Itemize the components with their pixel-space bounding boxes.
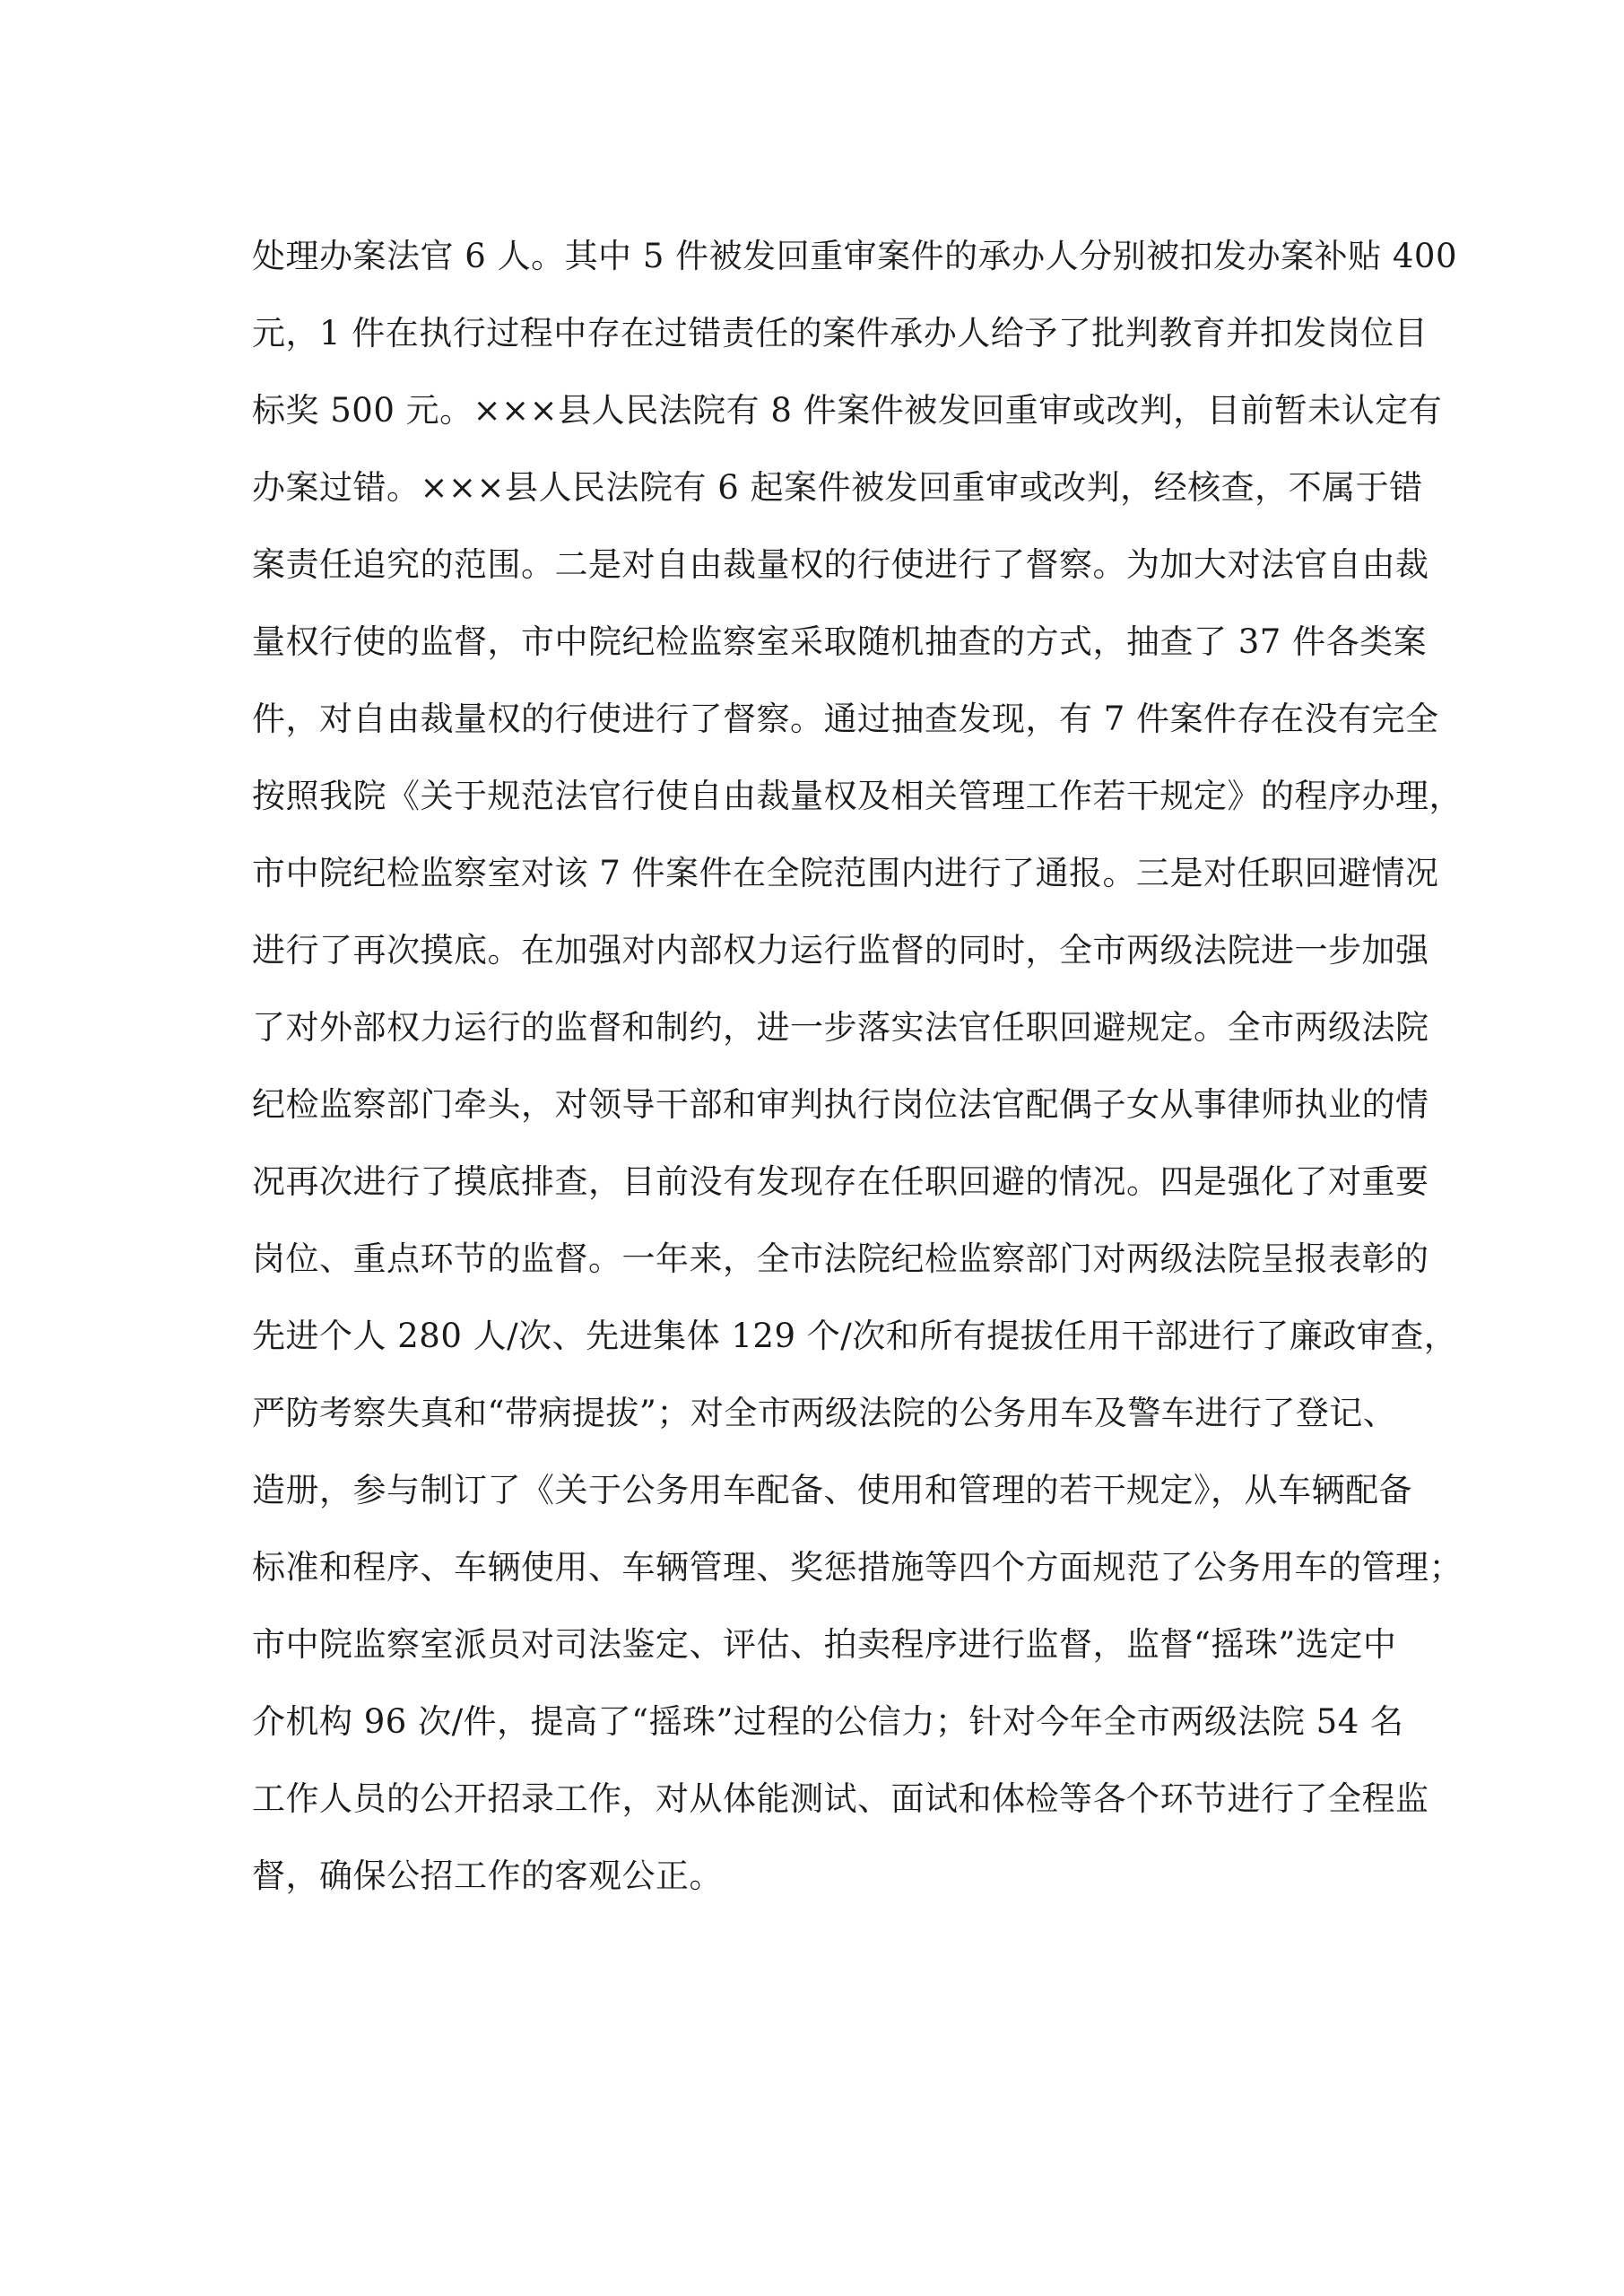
text-line: 标奖 500 元。×××县人民法院有 8 件案件被发回重审或改判，目前暂未认定有 (252, 391, 1443, 430)
text-line: 市中院监察室派员对司法鉴定、评估、拍卖程序进行监督，监督“摇珠”选定中 (252, 1625, 1397, 1664)
text-line: 处理办案法官 6 人。其中 5 件被发回重审案件的承办人分别被扣发办案补贴 400 (252, 237, 1458, 275)
text-line-last: 督，确保公招工作的客观公正。 (252, 1857, 723, 1895)
text-line: 市中院纪检监察室对该 7 件案件在全院范围内进行了通报。三是对任职回避情况 (252, 854, 1439, 892)
text-line: 了对外部权力运行的监督和制约，进一步落实法官任职回避规定。全市两级法院 (252, 1008, 1429, 1047)
text-line: 量权行使的监督，市中院纪检监察室采取随机抽查的方式，抽查了 37 件各类案 (252, 622, 1428, 661)
text-line: 元，1 件在执行过程中存在过错责任的案件承办人给予了批判教育并扣发岗位目 (252, 314, 1429, 352)
text-line: 先进个人 280 人/次、先进集体 129 个/次和所有提拔任用干部进行了廉政审查， (252, 1317, 1458, 1355)
text-line: 介机构 96 次/件，提高了“摇珠”过程的公信力；针对今年全市两级法院 54 名 (252, 1702, 1404, 1741)
text-line: 件，对自由裁量权的行使进行了督察。通过抽查发现，有 7 件案件存在没有完全 (252, 700, 1439, 738)
text-line: 工作人员的公开招录工作，对从体能测试、面试和体检等各个环节进行了全程监 (252, 1779, 1429, 1818)
text-line: 纪检监察部门牵头，对领导干部和审判执行岗位法官配偶子女从事律师执业的情 (252, 1085, 1429, 1124)
text-line: 标准和程序、车辆使用、车辆管理、奖惩措施等四个方面规范了公务用车的管理； (252, 1548, 1463, 1587)
body-text (252, 218, 1463, 1915)
text-line: 况再次进行了摸底排查，目前没有发现存在任职回避的情况。四是强化了对重要 (252, 1162, 1429, 1201)
text-line: 造册，参与制订了《关于公务用车配备、使用和管理的若干规定》，从车辆配备 (252, 1471, 1412, 1509)
text-line: 案责任追究的范围。二是对自由裁量权的行使进行了督察。为加大对法官自由裁 (252, 545, 1429, 584)
text-line: 严防考察失真和“带病提拔”；对全市两级法院的公务用车及警车进行了登记、 (252, 1394, 1397, 1432)
text-line: 岗位、重点环节的监督。一年来，全市法院纪检监察部门对两级法院呈报表彰的 (252, 1239, 1429, 1278)
text-line: 进行了再次摸底。在加强对内部权力运行监督的同时，全市两级法院进一步加强 (252, 931, 1429, 970)
text-line: 按照我院《关于规范法官行使自由裁量权及相关管理工作若干规定》的程序办理， (252, 777, 1463, 815)
text-line: 办案过错。×××县人民法院有 6 起案件被发回重审或改判，经核查，不属于错 (252, 468, 1423, 507)
